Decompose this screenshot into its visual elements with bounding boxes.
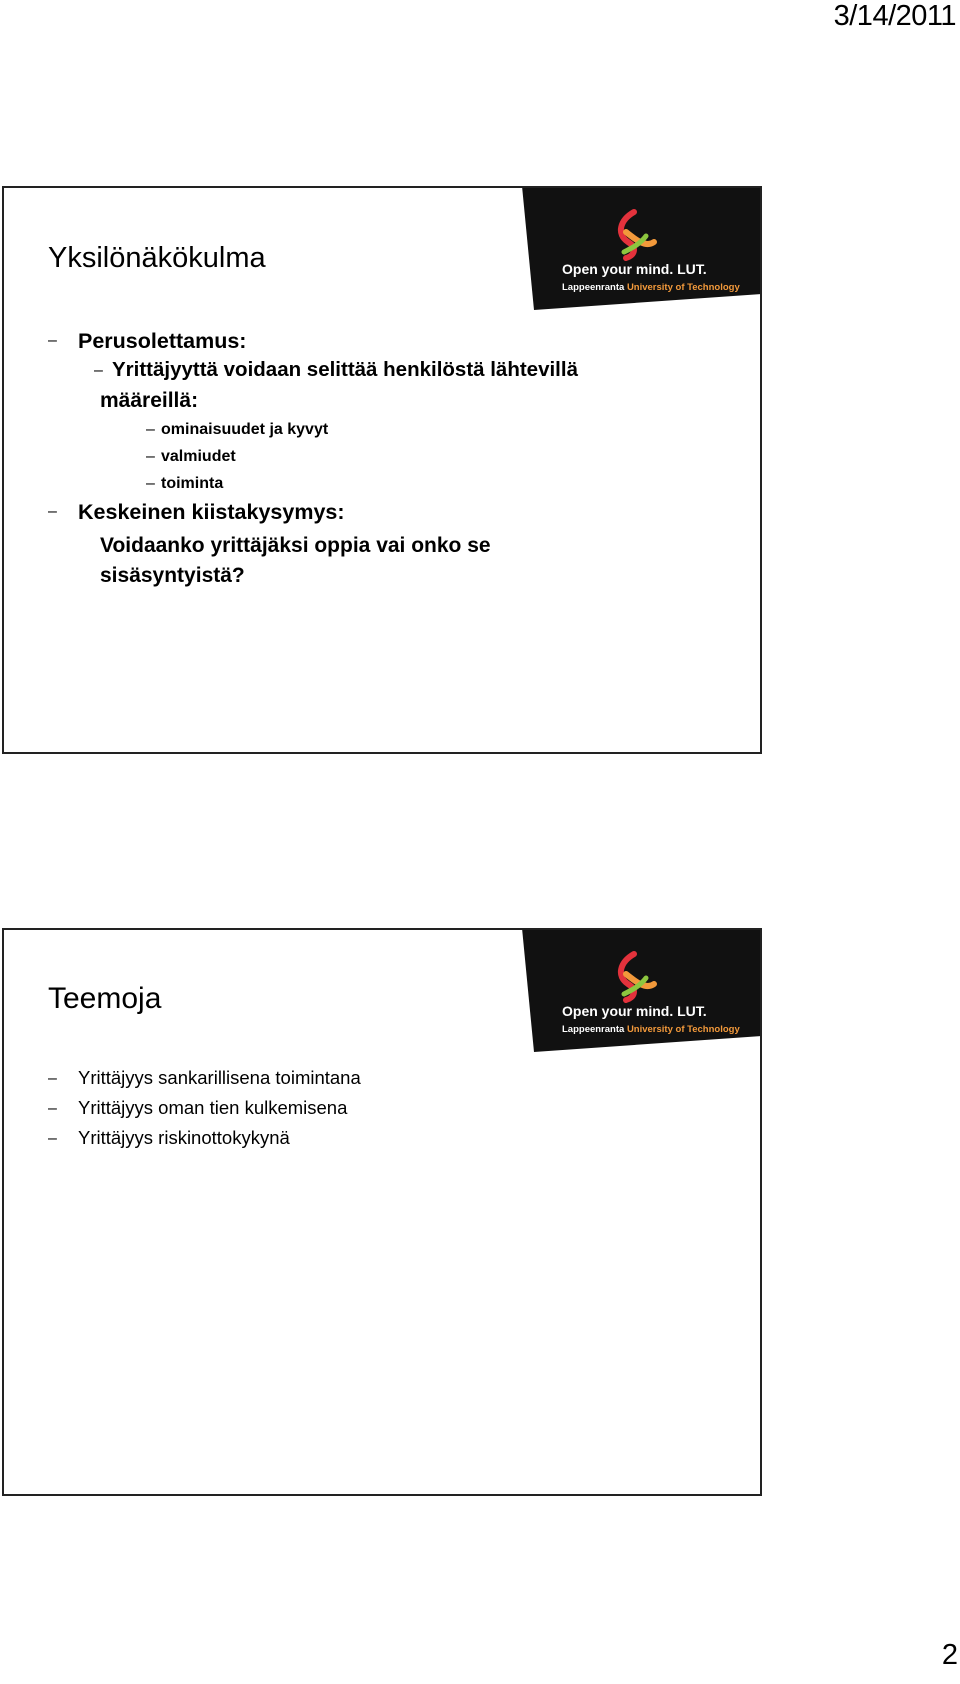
sub-bullet-text: toiminta <box>161 475 224 492</box>
lut-brand-banner <box>522 928 762 1056</box>
lut-logo <box>522 928 762 1056</box>
bullet-dash: – <box>48 1070 57 1087</box>
brand-tagline: Open your mind. LUT. <box>562 261 707 277</box>
bullet-text: Keskeinen kiistakysymys: <box>78 500 345 524</box>
slide-title: Teemoja <box>48 982 162 1015</box>
bullet-dash: – <box>48 1100 57 1117</box>
question-line: Voidaanko yrittäjäksi oppia vai onko se <box>100 534 491 557</box>
bullet-question-heading <box>48 497 740 527</box>
bullet-text: Yrittäjyyttä voidaan selittää henkilöstä lähtevillä <box>112 358 578 381</box>
bullet-claim-continuation: määreillä: <box>100 389 199 412</box>
sub-bullet-text: valmiudet <box>161 448 236 465</box>
bullet-dash: – <box>48 1130 57 1147</box>
page-number: 2 <box>941 1639 958 1671</box>
bullet-text: Perusolettamus: <box>78 329 247 353</box>
svg-text:Lappeenranta University of Tec <box>562 1024 740 1035</box>
sub-bullet-text: ominaisuudet ja kyvyt <box>161 421 329 438</box>
bullet-perusolettamus <box>48 326 740 356</box>
lut-brand-banner <box>522 186 762 314</box>
bullet-dash: – <box>94 362 103 379</box>
sub-bullet <box>48 470 740 497</box>
bullet-claim <box>48 356 740 386</box>
sub-bullet <box>48 416 740 443</box>
lut-logo <box>522 186 762 314</box>
slide-body <box>48 326 740 591</box>
theme-item-text: Yrittäjyys sankarillisena toimintana <box>78 1067 361 1088</box>
sub-bullet <box>48 443 740 470</box>
svg-text:Lappeenranta University of Tec <box>562 282 740 293</box>
theme-item <box>48 1124 740 1154</box>
slide-body <box>48 1064 740 1154</box>
brand-tagline: Open your mind. LUT. <box>562 1003 707 1019</box>
question-line: sisäsyntyistä? <box>100 564 245 587</box>
theme-item <box>48 1064 740 1094</box>
slide-2 <box>2 928 762 1496</box>
brand-university-prefix: Lappeenranta <box>562 1024 627 1035</box>
slide-title: Yksilönäkökulma <box>48 242 266 274</box>
brand-university-suffix: University of Technology <box>626 282 740 293</box>
slide-1 <box>2 186 762 754</box>
bullet-dash: – <box>48 503 57 520</box>
bullet-dash: – <box>146 448 155 465</box>
theme-item-text: Yrittäjyys oman tien kulkemisena <box>78 1097 348 1118</box>
bullet-dash: – <box>146 475 155 492</box>
theme-item <box>48 1094 740 1124</box>
brand-university-suffix: University of Technology <box>626 1024 740 1035</box>
header-date: 3/14/2011 <box>833 0 956 32</box>
theme-item-text: Yrittäjyys riskinottokykynä <box>78 1127 290 1148</box>
bullet-dash: – <box>146 421 155 438</box>
brand-university-prefix: Lappeenranta <box>562 282 627 293</box>
bullet-dash: – <box>48 332 57 349</box>
